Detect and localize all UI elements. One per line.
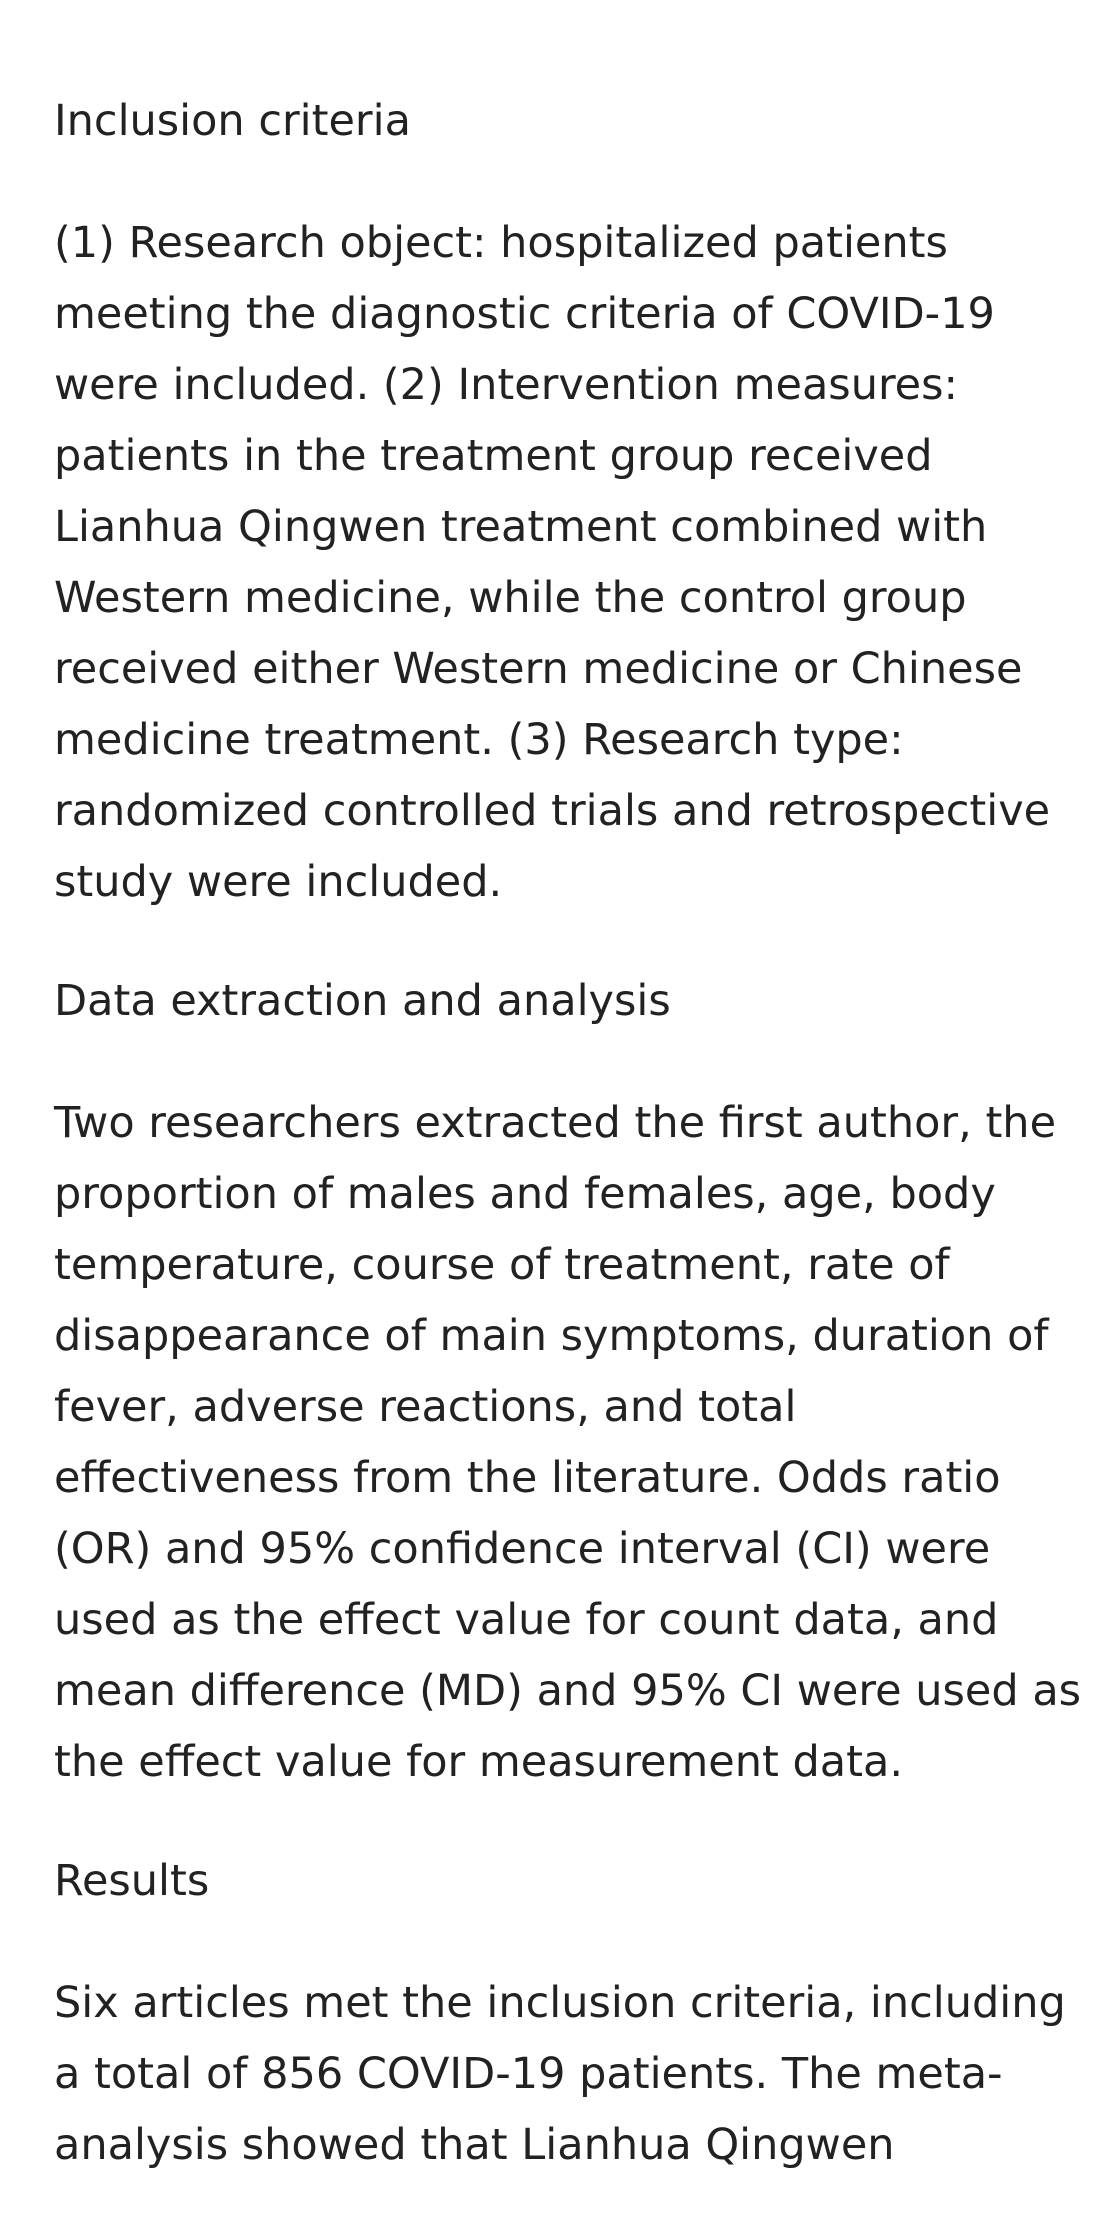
- text-line: used as the effect value for count data, and: [54, 1595, 999, 1645]
- text-line: (OR) and 95% confidence interval (CI) were: [54, 1524, 991, 1574]
- text-line: proportion of males and females, age, body: [54, 1169, 996, 1219]
- text-line: randomized controlled trials and retrospective: [54, 786, 1051, 836]
- section-heading-data-extraction: Data extraction and analysis: [54, 976, 671, 1026]
- text-line: mean difference (MD) and 95% CI were used as: [54, 1666, 1082, 1716]
- paragraph-inclusion-criteria: [54, 208, 1084, 918]
- text-line: were included. (2) Intervention measures:: [54, 360, 959, 410]
- text-line: meeting the diagnostic criteria of COVID-19: [54, 289, 995, 339]
- text-line: patients in the treatment group received: [54, 431, 933, 481]
- section-heading-inclusion-criteria: Inclusion criteria: [54, 96, 411, 146]
- text-line: effectiveness from the literature. Odds ratio: [54, 1453, 1001, 1503]
- text-line: (1) Research object: hospitalized patients: [54, 218, 948, 268]
- text-line: analysis showed that Lianhua Qingwen: [54, 2120, 895, 2170]
- text-line: Six articles met the inclusion criteria, including: [54, 1978, 1066, 2028]
- text-line: received either Western medicine or Chinese: [54, 644, 1023, 694]
- text-line: Two researchers extracted the first author, the: [54, 1098, 1057, 1148]
- text-line: Western medicine, while the control group: [54, 573, 967, 623]
- text-line: study were included.: [54, 857, 503, 907]
- text-line: medicine treatment. (3) Research type:: [54, 715, 904, 765]
- section-heading-results: Results: [54, 1856, 210, 1906]
- text-line: temperature, course of treatment, rate of: [54, 1240, 950, 1290]
- text-line: fever, adverse reactions, and total: [54, 1382, 797, 1432]
- paragraph-results: [54, 1968, 1084, 2181]
- text-line: disappearance of main symptoms, duration of: [54, 1311, 1049, 1361]
- text-line: the effect value for measurement data.: [54, 1737, 904, 1787]
- paragraph-data-extraction: [54, 1088, 1084, 1798]
- text-line: Lianhua Qingwen treatment combined with: [54, 502, 988, 552]
- text-line: a total of 856 COVID-19 patients. The meta-: [54, 2049, 1003, 2099]
